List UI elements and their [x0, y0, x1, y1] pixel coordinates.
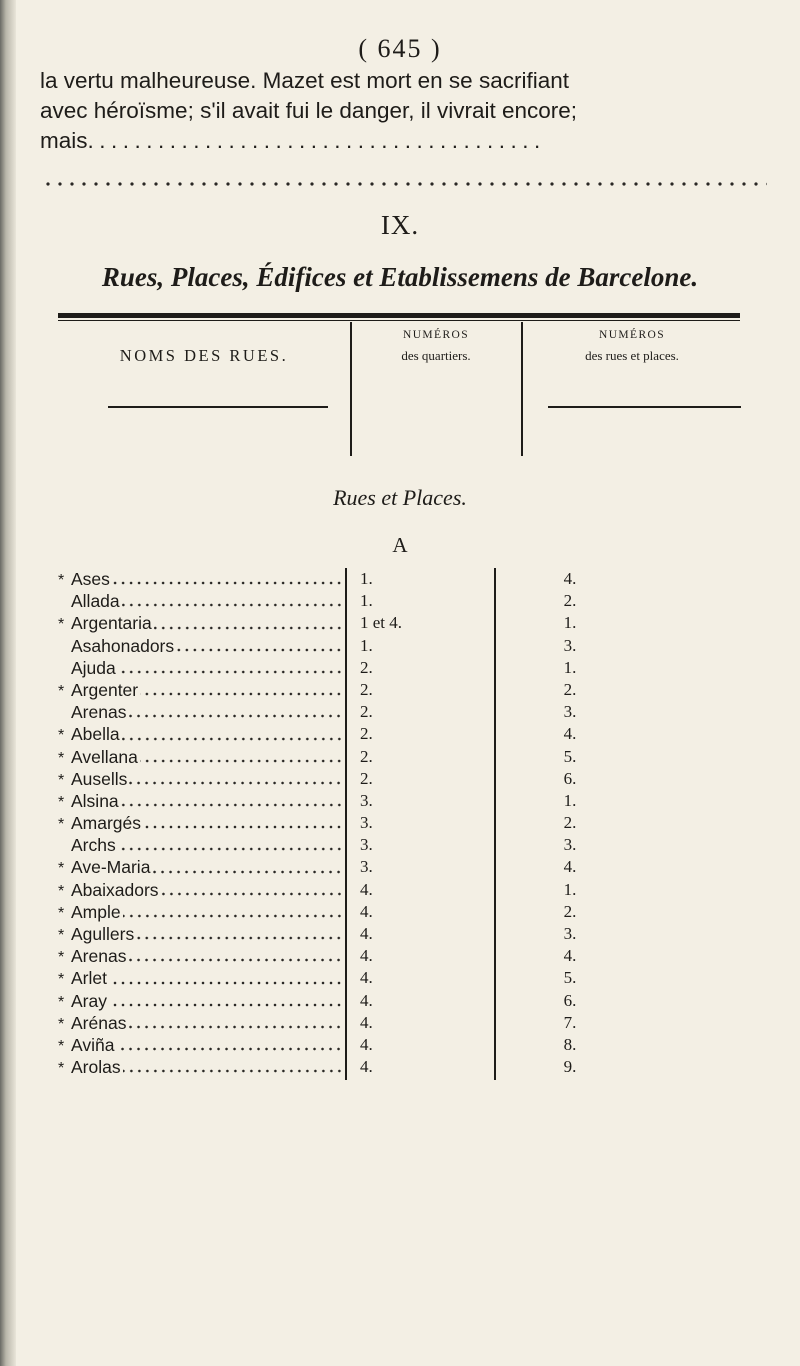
- street-name: Ample: [71, 901, 121, 922]
- street-row: [58, 879, 343, 901]
- dot-leader: [122, 603, 343, 607]
- street-row: [58, 901, 343, 923]
- quartier-number: 1 et 4.: [360, 613, 403, 633]
- dot-leader: [112, 581, 343, 585]
- street-name: Arenas: [71, 946, 127, 967]
- star-marker: *: [58, 1015, 65, 1033]
- dot-leader: [118, 847, 343, 851]
- street-row: [58, 1034, 343, 1056]
- place-number: 9.: [563, 1057, 577, 1077]
- intro-line-3-dots: .......................................: [87, 128, 546, 153]
- place-number: 3.: [563, 835, 577, 855]
- street-name: Allada: [71, 591, 120, 612]
- alphabet-letter: A: [392, 533, 408, 557]
- street-name: Arenas: [71, 702, 127, 723]
- column-header-names: NOMS DES RUES.: [119, 346, 289, 365]
- place-number: 8.: [563, 1034, 577, 1054]
- street-name: Arlet: [71, 968, 107, 989]
- star-marker: *: [58, 727, 65, 745]
- quartier-number: 3.: [360, 790, 373, 810]
- dot-leader: [121, 803, 343, 807]
- street-name: Aviña: [71, 1034, 115, 1055]
- street-name: Agullers: [71, 924, 135, 944]
- star-marker: *: [58, 971, 65, 989]
- dot-leader: [176, 648, 343, 652]
- quartier-number: 2.: [360, 679, 373, 699]
- intro-line-1: la vertu malheureuse. Mazet est mort en se sacrifiant: [40, 68, 569, 93]
- place-number: 2.: [563, 901, 577, 921]
- dot-leader: [161, 892, 343, 896]
- quartier-number: 2.: [360, 768, 373, 788]
- street-row: [58, 967, 343, 989]
- star-marker: *: [58, 1060, 65, 1078]
- street-name: Abaixadors: [71, 879, 159, 900]
- dot-leader: [129, 781, 343, 785]
- place-number: 2.: [563, 591, 577, 611]
- street-row: [58, 812, 343, 834]
- street-row: [58, 1056, 343, 1078]
- column-header-places-sub: des rues et places.: [585, 348, 679, 363]
- street-row: [58, 790, 343, 812]
- quartier-numbers-column: [360, 568, 430, 1078]
- quartier-number: 1.: [360, 569, 373, 588]
- street-name: Arénas: [71, 1012, 127, 1033]
- place-number: 1.: [563, 790, 577, 810]
- star-marker: *: [58, 993, 65, 1011]
- header-bottom-rule-left: [108, 406, 328, 408]
- quartier-number: 2.: [360, 657, 373, 677]
- page-number: ( 645 ): [358, 34, 442, 63]
- quartier-number: 4.: [360, 1034, 373, 1054]
- street-row: [58, 746, 343, 768]
- street-name: Ave-Maria: [71, 857, 151, 878]
- section-title: Rues, Places, Édifices et Etablissemens de Barcelone.: [101, 262, 699, 292]
- star-marker: *: [58, 927, 65, 944]
- column-header-quartiers-title: NUMÉROS: [402, 329, 470, 341]
- intro-line-3-text: mais: [40, 128, 88, 153]
- star-marker: *: [58, 949, 65, 967]
- star-marker: *: [58, 771, 65, 789]
- star-marker: *: [58, 572, 65, 589]
- street-name: Aray: [71, 990, 107, 1011]
- star-marker: *: [58, 882, 65, 900]
- section-numeral: IX.: [380, 210, 420, 240]
- dot-leader: [140, 759, 343, 763]
- street-row: [58, 590, 343, 612]
- place-number: 3.: [563, 702, 577, 722]
- street-names-column: [58, 568, 343, 1078]
- header-bottom-rule-right: [548, 406, 741, 408]
- quartier-number: 2.: [360, 702, 373, 722]
- place-number: 6.: [563, 768, 577, 788]
- place-number: 6.: [563, 990, 577, 1010]
- dot-leader: [154, 626, 343, 630]
- street-name: Ausells: [71, 768, 128, 789]
- street-row: [58, 923, 343, 945]
- place-number: 4.: [563, 569, 577, 588]
- intro-paragraph: [40, 66, 770, 156]
- place-number: 2.: [563, 813, 577, 833]
- place-number: 7.: [563, 1012, 577, 1032]
- quartier-number: 2.: [360, 746, 373, 766]
- place-number: 3.: [563, 635, 577, 655]
- dotted-divider: [42, 179, 767, 189]
- dot-leader: [123, 914, 343, 918]
- place-number: 1.: [563, 879, 577, 899]
- column-header-quartiers: [352, 329, 520, 364]
- dot-leader: [122, 737, 343, 741]
- column-header-places: [523, 329, 741, 364]
- street-name: Ases: [71, 569, 110, 589]
- star-marker: *: [58, 682, 65, 700]
- star-marker: *: [58, 904, 65, 922]
- street-row: [58, 834, 343, 856]
- place-number: 4.: [563, 946, 577, 966]
- street-row: [58, 768, 343, 790]
- star-marker: *: [58, 616, 65, 634]
- quartier-number: 4.: [360, 901, 373, 921]
- street-row: [58, 612, 343, 634]
- street-row: [58, 856, 343, 878]
- street-row: [58, 990, 343, 1012]
- body-divider-left: [345, 568, 347, 1080]
- street-row: [58, 635, 343, 657]
- quartier-number: 4.: [360, 946, 373, 966]
- quartier-number: 3.: [360, 813, 373, 833]
- star-marker: *: [58, 816, 65, 834]
- column-header-quartiers-sub: des quartiers.: [401, 348, 471, 363]
- quartier-number: 2.: [360, 724, 373, 744]
- street-name: Asahonadors: [71, 635, 175, 656]
- place-number: 5.: [563, 746, 577, 766]
- quartier-number: 1.: [360, 635, 373, 655]
- street-name: Archs: [71, 835, 116, 856]
- star-marker: *: [58, 749, 65, 767]
- column-header-places-title: NUMÉROS: [598, 329, 666, 341]
- quartier-number: 4.: [360, 990, 373, 1010]
- star-marker: *: [58, 1037, 65, 1055]
- quartier-number: 4.: [360, 1057, 373, 1077]
- dot-leader: [152, 870, 343, 874]
- dot-leader: [136, 936, 343, 940]
- street-row: [58, 701, 343, 723]
- street-name: Abella: [71, 724, 120, 745]
- dot-leader: [109, 1003, 343, 1007]
- quartier-number: 4.: [360, 924, 373, 943]
- quartier-number: 1.: [360, 591, 373, 611]
- dot-leader: [140, 692, 343, 696]
- dot-leader: [116, 1047, 343, 1051]
- dot-leader: [128, 714, 343, 718]
- dot-leader: [123, 1069, 343, 1073]
- street-row: [58, 568, 343, 590]
- body-divider-right: [494, 568, 496, 1080]
- quartier-number: 4.: [360, 1012, 373, 1032]
- quartier-number: 4.: [360, 879, 373, 899]
- dot-leader: [118, 670, 343, 674]
- place-number: 2.: [563, 679, 577, 699]
- dot-leader: [143, 825, 343, 829]
- quartier-number: 3.: [360, 835, 373, 855]
- street-row: [58, 723, 343, 745]
- star-marker: *: [58, 860, 65, 878]
- quartier-number: 3.: [360, 857, 373, 877]
- place-number: 4.: [563, 724, 577, 744]
- place-number: 3.: [563, 924, 577, 943]
- place-numbers-column: [540, 568, 600, 1078]
- star-marker: *: [58, 793, 65, 811]
- intro-line-2: avec héroïsme; s'il avait fui le danger, il vivrait encore;: [40, 98, 578, 123]
- place-number: 5.: [563, 968, 577, 988]
- street-row: [58, 657, 343, 679]
- place-number: 1.: [563, 657, 577, 677]
- quartier-number: 4.: [360, 968, 373, 988]
- street-name: Argentaria: [71, 613, 152, 634]
- street-name: Alsina: [71, 790, 119, 811]
- street-name: Argenter: [71, 679, 139, 700]
- street-name: Amargés: [71, 813, 142, 834]
- dot-leader: [128, 958, 343, 962]
- street-name: Avellana: [71, 746, 138, 767]
- street-row: [58, 945, 343, 967]
- table-top-thin-rule: [58, 320, 740, 321]
- subsection-title: Rues et Places.: [333, 485, 467, 510]
- dot-leader: [128, 1025, 343, 1029]
- place-number: 1.: [563, 613, 577, 633]
- street-name: Ajuda: [71, 657, 116, 678]
- dot-leader: [109, 981, 343, 985]
- street-row: [58, 679, 343, 701]
- table-top-thick-rule: [58, 313, 740, 318]
- intro-line-3: [40, 126, 770, 156]
- street-name: Arolas: [71, 1057, 121, 1078]
- street-row: [58, 1012, 343, 1034]
- place-number: 4.: [563, 857, 577, 877]
